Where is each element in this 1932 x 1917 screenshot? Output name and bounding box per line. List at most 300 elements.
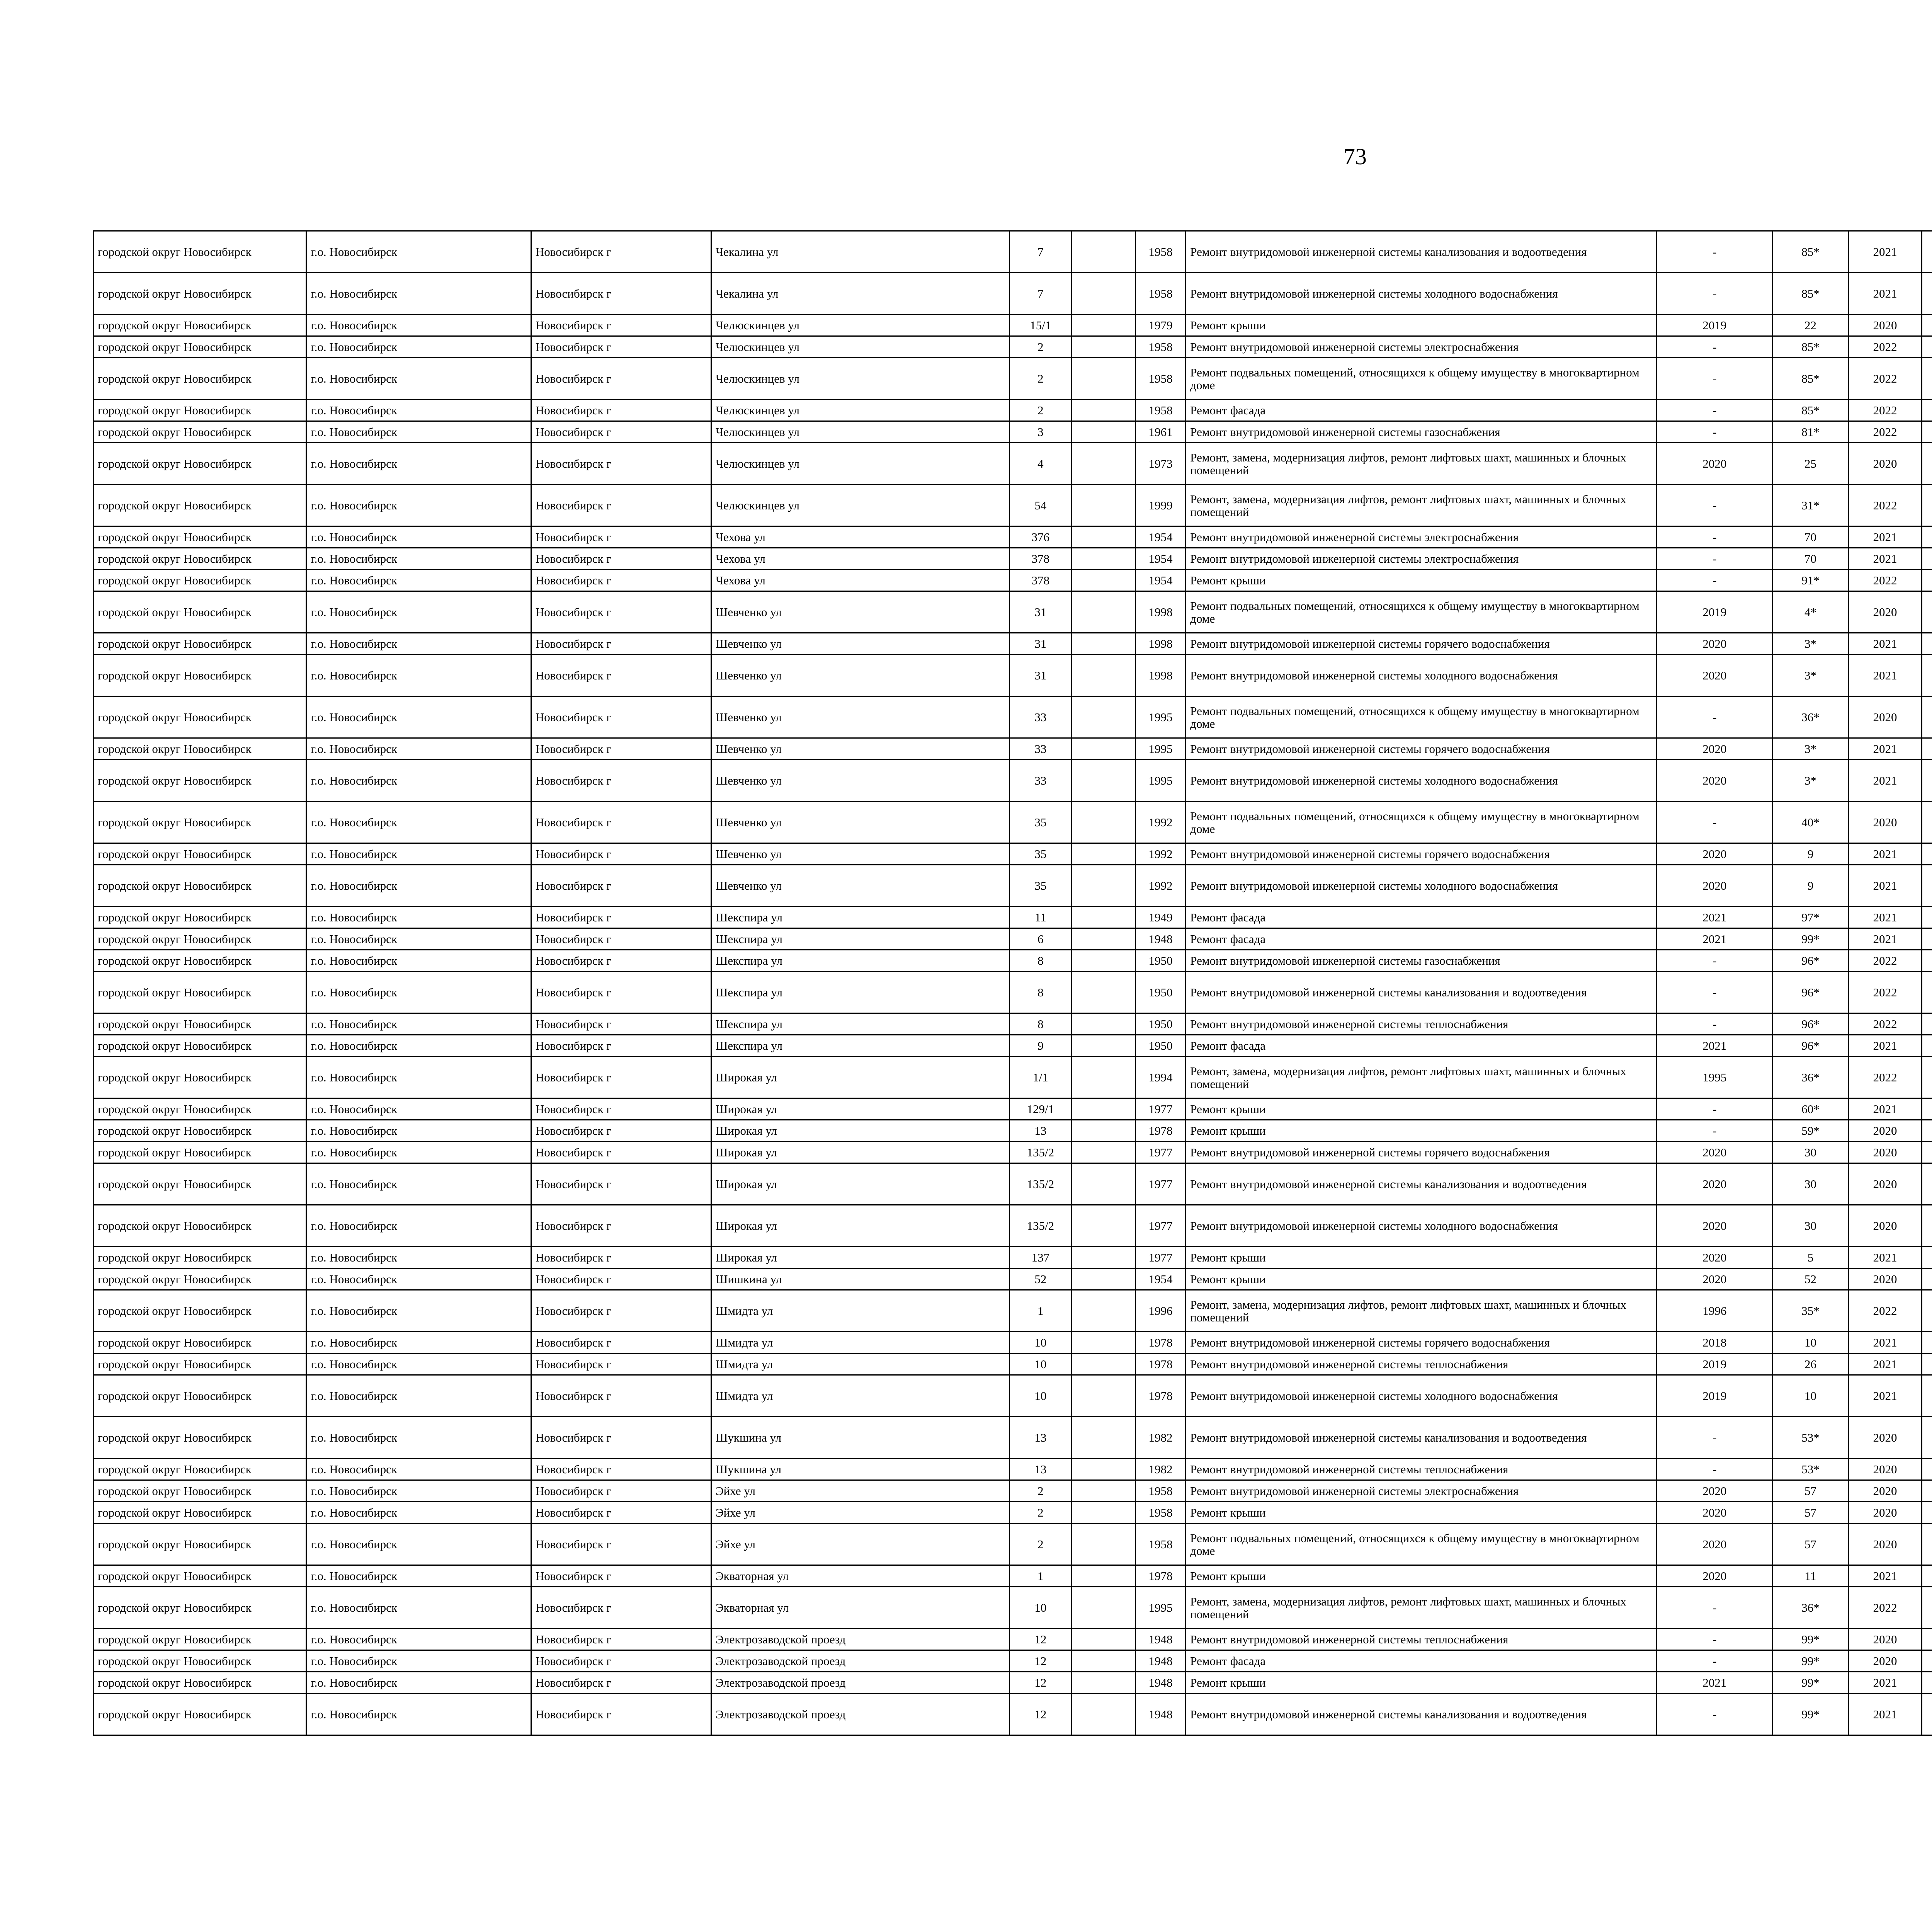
- cell-locality: Новосибирск г: [531, 865, 711, 907]
- cell-work_type: Ремонт фасада: [1186, 907, 1656, 928]
- cell-plan_end: [1922, 1672, 1932, 1694]
- cell-settlement: г.о. Новосибирск: [306, 1524, 531, 1565]
- cell-municipality: городской округ Новосибирск: [94, 526, 306, 548]
- cell-work_type: Ремонт крыши: [1186, 570, 1656, 591]
- cell-work_type: Ремонт фасада: [1186, 928, 1656, 950]
- cell-wear: 40*: [1773, 802, 1849, 843]
- cell-year_built: 1950: [1135, 950, 1185, 972]
- cell-year_built: 1995: [1135, 1587, 1185, 1629]
- cell-house: 31: [1010, 633, 1071, 655]
- cell-blank1: [1071, 1524, 1135, 1565]
- cell-prev_year: 2020: [1656, 1502, 1773, 1524]
- cell-plan_end: [1922, 633, 1932, 655]
- table-row: [94, 1565, 1932, 1587]
- cell-blank1: [1071, 485, 1135, 526]
- table-row: [94, 865, 1932, 907]
- cell-plan_end: [1922, 273, 1932, 315]
- cell-year_built: 1949: [1135, 907, 1185, 928]
- cell-municipality: городской округ Новосибирск: [94, 1268, 306, 1290]
- cell-blank1: [1071, 358, 1135, 400]
- cell-year_built: 1948: [1135, 1629, 1185, 1650]
- cell-blank1: [1071, 843, 1135, 865]
- cell-settlement: г.о. Новосибирск: [306, 231, 531, 273]
- cell-house: 2: [1010, 1480, 1071, 1502]
- cell-work_type: Ремонт крыши: [1186, 315, 1656, 336]
- cell-locality: Новосибирск г: [531, 1694, 711, 1735]
- cell-house: 10: [1010, 1353, 1071, 1375]
- cell-locality: Новосибирск г: [531, 1163, 711, 1205]
- cell-settlement: г.о. Новосибирск: [306, 950, 531, 972]
- cell-prev_year: -: [1656, 273, 1773, 315]
- cell-blank1: [1071, 231, 1135, 273]
- cell-prev_year: -: [1656, 696, 1773, 738]
- cell-house: 35: [1010, 865, 1071, 907]
- cell-year_built: 1977: [1135, 1142, 1185, 1163]
- cell-prev_year: 2019: [1656, 315, 1773, 336]
- cell-wear: 70: [1773, 526, 1849, 548]
- cell-settlement: г.о. Новосибирск: [306, 1290, 531, 1332]
- cell-locality: Новосибирск г: [531, 1120, 711, 1142]
- cell-locality: Новосибирск г: [531, 315, 711, 336]
- cell-settlement: г.о. Новосибирск: [306, 1587, 531, 1629]
- cell-blank1: [1071, 526, 1135, 548]
- cell-wear: 4*: [1773, 591, 1849, 633]
- repair-program-table: [93, 230, 1932, 1736]
- cell-work_type: Ремонт внутридомовой инженерной системы холодного водоснабжения: [1186, 1205, 1656, 1247]
- cell-locality: Новосибирск г: [531, 802, 711, 843]
- cell-house: 13: [1010, 1417, 1071, 1459]
- cell-locality: Новосибирск г: [531, 1057, 711, 1098]
- cell-house: 12: [1010, 1672, 1071, 1694]
- cell-year_built: 1977: [1135, 1205, 1185, 1247]
- cell-work_type: Ремонт крыши: [1186, 1565, 1656, 1587]
- cell-settlement: г.о. Новосибирск: [306, 336, 531, 358]
- cell-blank1: [1071, 421, 1135, 443]
- cell-house: 33: [1010, 696, 1071, 738]
- cell-locality: Новосибирск г: [531, 1268, 711, 1290]
- cell-settlement: г.о. Новосибирск: [306, 696, 531, 738]
- cell-blank1: [1071, 1163, 1135, 1205]
- cell-locality: Новосибирск г: [531, 1587, 711, 1629]
- table-row: [94, 421, 1932, 443]
- table-row: [94, 1013, 1932, 1035]
- cell-prev_year: -: [1656, 336, 1773, 358]
- cell-plan_start: 2021: [1848, 1672, 1922, 1694]
- cell-year_built: 1992: [1135, 843, 1185, 865]
- cell-year_built: 1948: [1135, 1694, 1185, 1735]
- cell-plan_start: 2022: [1848, 1290, 1922, 1332]
- cell-year_built: 1958: [1135, 273, 1185, 315]
- cell-house: 137: [1010, 1247, 1071, 1268]
- cell-work_type: Ремонт крыши: [1186, 1268, 1656, 1290]
- cell-work_type: Ремонт внутридомовой инженерной системы электроснабжения: [1186, 526, 1656, 548]
- cell-plan_start: 2021: [1848, 1035, 1922, 1057]
- cell-work_type: Ремонт внутридомовой инженерной системы теплоснабжения: [1186, 1629, 1656, 1650]
- cell-locality: Новосибирск г: [531, 526, 711, 548]
- cell-house: 1: [1010, 1290, 1071, 1332]
- cell-house: 135/2: [1010, 1142, 1071, 1163]
- cell-street: Шевченко ул: [711, 843, 1010, 865]
- cell-plan_end: [1922, 1480, 1932, 1502]
- cell-plan_end: [1922, 315, 1932, 336]
- table-row: [94, 1650, 1932, 1672]
- cell-settlement: г.о. Новосибирск: [306, 1672, 531, 1694]
- cell-house: 1: [1010, 1565, 1071, 1587]
- cell-work_type: Ремонт, замена, модернизация лифтов, ремонт лифтовых шахт, машинных и блочных помещений: [1186, 1587, 1656, 1629]
- cell-plan_end: [1922, 591, 1932, 633]
- cell-municipality: городской округ Новосибирск: [94, 1142, 306, 1163]
- cell-blank1: [1071, 1565, 1135, 1587]
- cell-year_built: 1954: [1135, 1268, 1185, 1290]
- cell-plan_start: 2020: [1848, 696, 1922, 738]
- cell-street: Чехова ул: [711, 570, 1010, 591]
- cell-locality: Новосибирск г: [531, 1205, 711, 1247]
- cell-settlement: г.о. Новосибирск: [306, 738, 531, 760]
- cell-year_built: 1958: [1135, 400, 1185, 421]
- cell-blank1: [1071, 570, 1135, 591]
- cell-prev_year: 1996: [1656, 1290, 1773, 1332]
- cell-street: Шевченко ул: [711, 802, 1010, 843]
- cell-house: 12: [1010, 1650, 1071, 1672]
- cell-work_type: Ремонт внутридомовой инженерной системы электроснабжения: [1186, 336, 1656, 358]
- cell-settlement: г.о. Новосибирск: [306, 1142, 531, 1163]
- cell-year_built: 1948: [1135, 1650, 1185, 1672]
- cell-locality: Новосибирск г: [531, 738, 711, 760]
- cell-plan_end: [1922, 1290, 1932, 1332]
- cell-locality: Новосибирск г: [531, 1650, 711, 1672]
- cell-plan_start: 2021: [1848, 231, 1922, 273]
- cell-work_type: Ремонт крыши: [1186, 1098, 1656, 1120]
- cell-plan_start: 2021: [1848, 907, 1922, 928]
- cell-blank1: [1071, 1332, 1135, 1353]
- table-row: [94, 1417, 1932, 1459]
- cell-municipality: городской округ Новосибирск: [94, 1459, 306, 1480]
- cell-municipality: городской округ Новосибирск: [94, 485, 306, 526]
- cell-street: Электрозаводской проезд: [711, 1629, 1010, 1650]
- cell-plan_start: 2021: [1848, 1565, 1922, 1587]
- cell-work_type: Ремонт крыши: [1186, 1120, 1656, 1142]
- cell-municipality: городской округ Новосибирск: [94, 358, 306, 400]
- cell-plan_end: [1922, 231, 1932, 273]
- cell-prev_year: -: [1656, 570, 1773, 591]
- cell-work_type: Ремонт фасада: [1186, 1035, 1656, 1057]
- cell-year_built: 1961: [1135, 421, 1185, 443]
- cell-municipality: городской округ Новосибирск: [94, 273, 306, 315]
- cell-municipality: городской округ Новосибирск: [94, 1163, 306, 1205]
- cell-year_built: 1958: [1135, 358, 1185, 400]
- cell-work_type: Ремонт внутридомовой инженерной системы горячего водоснабжения: [1186, 1142, 1656, 1163]
- table-row: [94, 655, 1932, 696]
- cell-municipality: городской округ Новосибирск: [94, 1353, 306, 1375]
- cell-year_built: 1982: [1135, 1417, 1185, 1459]
- cell-municipality: городской округ Новосибирск: [94, 231, 306, 273]
- cell-wear: 99*: [1773, 1694, 1849, 1735]
- cell-street: Чекалина ул: [711, 273, 1010, 315]
- cell-settlement: г.о. Новосибирск: [306, 1247, 531, 1268]
- cell-wear: 91*: [1773, 570, 1849, 591]
- table-row: [94, 273, 1932, 315]
- cell-blank1: [1071, 907, 1135, 928]
- cell-plan_end: [1922, 443, 1932, 485]
- cell-work_type: Ремонт внутридомовой инженерной системы канализования и водоотведения: [1186, 1417, 1656, 1459]
- cell-year_built: 1978: [1135, 1120, 1185, 1142]
- cell-year_built: 1998: [1135, 591, 1185, 633]
- cell-blank1: [1071, 760, 1135, 802]
- cell-locality: Новосибирск г: [531, 358, 711, 400]
- cell-plan_end: [1922, 1353, 1932, 1375]
- cell-plan_start: 2020: [1848, 1205, 1922, 1247]
- cell-plan_start: 2021: [1848, 633, 1922, 655]
- cell-municipality: городской округ Новосибирск: [94, 1650, 306, 1672]
- cell-year_built: 1999: [1135, 485, 1185, 526]
- cell-prev_year: 2019: [1656, 1353, 1773, 1375]
- cell-year_built: 1995: [1135, 760, 1185, 802]
- cell-municipality: городской округ Новосибирск: [94, 1375, 306, 1417]
- cell-plan_start: 2022: [1848, 1013, 1922, 1035]
- table-row: [94, 315, 1932, 336]
- cell-prev_year: -: [1656, 526, 1773, 548]
- cell-plan_start: 2022: [1848, 358, 1922, 400]
- table-row: [94, 1163, 1932, 1205]
- cell-street: Шишкина ул: [711, 1268, 1010, 1290]
- cell-municipality: городской округ Новосибирск: [94, 1565, 306, 1587]
- cell-street: Широкая ул: [711, 1098, 1010, 1120]
- cell-work_type: Ремонт внутридомовой инженерной системы холодного водоснабжения: [1186, 760, 1656, 802]
- cell-municipality: городской округ Новосибирск: [94, 865, 306, 907]
- cell-locality: Новосибирск г: [531, 1013, 711, 1035]
- cell-work_type: Ремонт крыши: [1186, 1247, 1656, 1268]
- cell-blank1: [1071, 1205, 1135, 1247]
- cell-year_built: 1950: [1135, 1013, 1185, 1035]
- cell-prev_year: 2020: [1656, 443, 1773, 485]
- cell-house: 6: [1010, 928, 1071, 950]
- cell-work_type: Ремонт внутридомовой инженерной системы газоснабжения: [1186, 950, 1656, 972]
- cell-wear: 22: [1773, 315, 1849, 336]
- cell-blank1: [1071, 633, 1135, 655]
- table-row: [94, 633, 1932, 655]
- cell-plan_start: 2022: [1848, 950, 1922, 972]
- cell-blank1: [1071, 1013, 1135, 1035]
- cell-municipality: городской округ Новосибирск: [94, 1120, 306, 1142]
- cell-prev_year: 2020: [1656, 1480, 1773, 1502]
- cell-settlement: г.о. Новосибирск: [306, 1375, 531, 1417]
- cell-plan_start: 2021: [1848, 1375, 1922, 1417]
- cell-prev_year: 2020: [1656, 1142, 1773, 1163]
- cell-work_type: Ремонт внутридомовой инженерной системы горячего водоснабжения: [1186, 738, 1656, 760]
- cell-plan_end: [1922, 1247, 1932, 1268]
- cell-prev_year: 2020: [1656, 1524, 1773, 1565]
- cell-municipality: городской округ Новосибирск: [94, 843, 306, 865]
- cell-year_built: 1948: [1135, 928, 1185, 950]
- cell-street: Эйхе ул: [711, 1502, 1010, 1524]
- cell-plan_end: [1922, 1524, 1932, 1565]
- cell-house: 12: [1010, 1694, 1071, 1735]
- cell-locality: Новосибирск г: [531, 273, 711, 315]
- cell-blank1: [1071, 1057, 1135, 1098]
- cell-prev_year: 2020: [1656, 1163, 1773, 1205]
- cell-settlement: г.о. Новосибирск: [306, 1120, 531, 1142]
- cell-blank1: [1071, 1120, 1135, 1142]
- cell-work_type: Ремонт внутридомовой инженерной системы горячего водоснабжения: [1186, 843, 1656, 865]
- cell-settlement: г.о. Новосибирск: [306, 1268, 531, 1290]
- cell-wear: 52: [1773, 1268, 1849, 1290]
- cell-blank1: [1071, 273, 1135, 315]
- table-row: [94, 1629, 1932, 1650]
- cell-wear: 57: [1773, 1502, 1849, 1524]
- cell-plan_start: 2020: [1848, 1480, 1922, 1502]
- cell-work_type: Ремонт внутридомовой инженерной системы канализования и водоотведения: [1186, 1694, 1656, 1735]
- cell-settlement: г.о. Новосибирск: [306, 655, 531, 696]
- cell-prev_year: -: [1656, 1650, 1773, 1672]
- cell-settlement: г.о. Новосибирск: [306, 760, 531, 802]
- cell-municipality: городской округ Новосибирск: [94, 1524, 306, 1565]
- cell-blank1: [1071, 950, 1135, 972]
- cell-wear: 99*: [1773, 1672, 1849, 1694]
- cell-wear: 57: [1773, 1480, 1849, 1502]
- cell-municipality: городской округ Новосибирск: [94, 1205, 306, 1247]
- cell-municipality: городской округ Новосибирск: [94, 802, 306, 843]
- cell-wear: 85*: [1773, 400, 1849, 421]
- cell-settlement: г.о. Новосибирск: [306, 1353, 531, 1375]
- cell-settlement: г.о. Новосибирск: [306, 273, 531, 315]
- cell-blank1: [1071, 928, 1135, 950]
- cell-locality: Новосибирск г: [531, 1459, 711, 1480]
- table-body: [94, 231, 1932, 1735]
- cell-wear: 35*: [1773, 1290, 1849, 1332]
- cell-plan_end: [1922, 696, 1932, 738]
- cell-plan_start: 2020: [1848, 1459, 1922, 1480]
- table-row: [94, 1353, 1932, 1375]
- cell-municipality: городской округ Новосибирск: [94, 1672, 306, 1694]
- cell-locality: Новосибирск г: [531, 1353, 711, 1375]
- cell-plan_end: [1922, 1035, 1932, 1057]
- cell-year_built: 1977: [1135, 1163, 1185, 1205]
- cell-prev_year: 2019: [1656, 1375, 1773, 1417]
- cell-blank1: [1071, 1353, 1135, 1375]
- cell-plan_end: [1922, 570, 1932, 591]
- cell-blank1: [1071, 1290, 1135, 1332]
- cell-plan_end: [1922, 1142, 1932, 1163]
- table-row: [94, 336, 1932, 358]
- cell-municipality: городской округ Новосибирск: [94, 548, 306, 570]
- cell-plan_start: 2020: [1848, 1142, 1922, 1163]
- cell-settlement: г.о. Новосибирск: [306, 802, 531, 843]
- table-row: [94, 548, 1932, 570]
- cell-settlement: г.о. Новосибирск: [306, 570, 531, 591]
- cell-plan_end: [1922, 526, 1932, 548]
- cell-street: Шукшина ул: [711, 1459, 1010, 1480]
- cell-work_type: Ремонт внутридомовой инженерной системы канализования и водоотведения: [1186, 972, 1656, 1013]
- cell-blank1: [1071, 1247, 1135, 1268]
- cell-prev_year: 2018: [1656, 1332, 1773, 1353]
- cell-wear: 53*: [1773, 1417, 1849, 1459]
- cell-work_type: Ремонт внутридомовой инженерной системы теплоснабжения: [1186, 1459, 1656, 1480]
- cell-blank1: [1071, 1417, 1135, 1459]
- table-row: [94, 738, 1932, 760]
- cell-locality: Новосибирск г: [531, 928, 711, 950]
- cell-settlement: г.о. Новосибирск: [306, 1565, 531, 1587]
- cell-work_type: Ремонт внутридомовой инженерной системы теплоснабжения: [1186, 1353, 1656, 1375]
- cell-year_built: 1979: [1135, 315, 1185, 336]
- cell-plan_end: [1922, 548, 1932, 570]
- cell-plan_end: [1922, 972, 1932, 1013]
- cell-street: Широкая ул: [711, 1163, 1010, 1205]
- cell-house: 13: [1010, 1120, 1071, 1142]
- cell-settlement: г.о. Новосибирск: [306, 1057, 531, 1098]
- cell-year_built: 1954: [1135, 548, 1185, 570]
- cell-locality: Новосибирск г: [531, 231, 711, 273]
- cell-settlement: г.о. Новосибирск: [306, 1694, 531, 1735]
- cell-wear: 57: [1773, 1524, 1849, 1565]
- cell-plan_end: [1922, 738, 1932, 760]
- cell-prev_year: -: [1656, 485, 1773, 526]
- cell-wear: 30: [1773, 1142, 1849, 1163]
- table-row: [94, 950, 1932, 972]
- cell-blank1: [1071, 655, 1135, 696]
- cell-plan_end: [1922, 1205, 1932, 1247]
- cell-settlement: г.о. Новосибирск: [306, 548, 531, 570]
- cell-settlement: г.о. Новосибирск: [306, 928, 531, 950]
- cell-settlement: г.о. Новосибирск: [306, 907, 531, 928]
- table-row: [94, 1247, 1932, 1268]
- cell-plan_end: [1922, 1375, 1932, 1417]
- table-row: [94, 1290, 1932, 1332]
- cell-plan_start: 2020: [1848, 802, 1922, 843]
- cell-year_built: 1958: [1135, 1524, 1185, 1565]
- cell-year_built: 1978: [1135, 1332, 1185, 1353]
- cell-municipality: городской округ Новосибирск: [94, 1502, 306, 1524]
- cell-settlement: г.о. Новосибирск: [306, 633, 531, 655]
- cell-street: Шекспира ул: [711, 1035, 1010, 1057]
- cell-year_built: 1958: [1135, 1502, 1185, 1524]
- cell-settlement: г.о. Новосибирск: [306, 843, 531, 865]
- cell-house: 376: [1010, 526, 1071, 548]
- cell-street: Электрозаводской проезд: [711, 1650, 1010, 1672]
- cell-plan_start: 2022: [1848, 336, 1922, 358]
- cell-locality: Новосибирск г: [531, 548, 711, 570]
- cell-plan_start: 2022: [1848, 972, 1922, 1013]
- cell-work_type: Ремонт подвальных помещений, относящихся к общему имуществу в многоквартирном доме: [1186, 802, 1656, 843]
- cell-street: Челюскинцев ул: [711, 485, 1010, 526]
- cell-plan_start: 2020: [1848, 315, 1922, 336]
- cell-year_built: 1977: [1135, 1098, 1185, 1120]
- cell-plan_end: [1922, 421, 1932, 443]
- cell-wear: 3*: [1773, 760, 1849, 802]
- cell-locality: Новосибирск г: [531, 633, 711, 655]
- cell-street: Электрозаводской проезд: [711, 1672, 1010, 1694]
- cell-plan_end: [1922, 1694, 1932, 1735]
- cell-wear: 9: [1773, 843, 1849, 865]
- cell-prev_year: -: [1656, 548, 1773, 570]
- cell-prev_year: -: [1656, 1013, 1773, 1035]
- cell-wear: 96*: [1773, 950, 1849, 972]
- cell-locality: Новосибирск г: [531, 1290, 711, 1332]
- cell-settlement: г.о. Новосибирск: [306, 1459, 531, 1480]
- cell-work_type: Ремонт внутридомовой инженерной системы горячего водоснабжения: [1186, 633, 1656, 655]
- table-row: [94, 443, 1932, 485]
- cell-locality: Новосибирск г: [531, 950, 711, 972]
- table-row: [94, 591, 1932, 633]
- table-row: [94, 1120, 1932, 1142]
- table-row: [94, 1057, 1932, 1098]
- cell-plan_end: [1922, 865, 1932, 907]
- cell-plan_start: 2021: [1848, 1353, 1922, 1375]
- cell-municipality: городской округ Новосибирск: [94, 443, 306, 485]
- cell-house: 9: [1010, 1035, 1071, 1057]
- cell-plan_end: [1922, 1417, 1932, 1459]
- table-row: [94, 1268, 1932, 1290]
- cell-street: Шевченко ул: [711, 591, 1010, 633]
